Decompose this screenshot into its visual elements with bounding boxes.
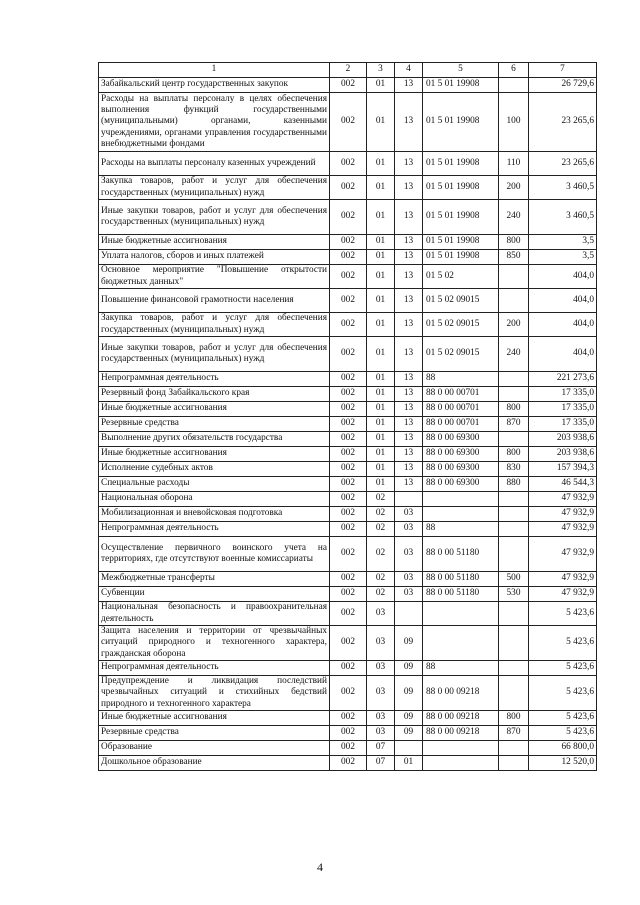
col-6-code [499,387,529,402]
row-name: Исполнение судебных актов [99,462,330,477]
amount: 47 932,9 [529,537,597,572]
col-4-code: 13 [395,152,423,176]
amount: 17 335,0 [529,387,597,402]
table-row [99,602,597,626]
col-2-code: 002 [330,250,367,265]
col-6-code [499,537,529,572]
col-3-code: 01 [367,313,395,337]
col-4-code [395,602,423,626]
col-5-code: 88 [423,372,499,387]
row-name: Субвенции [99,587,330,602]
amount: 66 800,0 [529,741,597,756]
amount: 46 544,3 [529,477,597,492]
col-3-code: 01 [367,152,395,176]
col-6-code: 240 [499,200,529,235]
col-2-code: 002 [330,265,367,289]
header-cell: 1 [99,63,330,78]
col-2-code: 002 [330,492,367,507]
col-3-code: 02 [367,587,395,602]
col-5-code: 88 0 00 09218 [423,676,499,711]
col-6-code: 800 [499,711,529,726]
amount: 203 938,6 [529,432,597,447]
row-name: Основное мероприятие "Повышение открытости бюджетных данных" [99,265,330,289]
row-name: Иные бюджетные ассигнования [99,235,330,250]
col-3-code: 01 [367,402,395,417]
col-4-code: 09 [395,676,423,711]
table-row [99,507,597,522]
col-4-code: 13 [395,289,423,313]
col-5-code: 01 5 01 19908 [423,93,499,152]
table-row [99,176,597,200]
col-3-code: 01 [367,417,395,432]
amount: 47 932,9 [529,587,597,602]
table-row [99,741,597,756]
col-2-code: 002 [330,93,367,152]
col-2-code: 002 [330,289,367,313]
col-4-code: 13 [395,93,423,152]
col-2-code: 002 [330,432,367,447]
col-6-code: 100 [499,93,529,152]
col-6-code [499,756,529,771]
amount: 17 335,0 [529,417,597,432]
amount: 3,5 [529,250,597,265]
budget-table [98,62,597,771]
amount: 5 423,6 [529,602,597,626]
col-6-code: 240 [499,337,529,372]
page-number: 4 [317,860,323,874]
row-name: Дошкольное образование [99,756,330,771]
table-row [99,572,597,587]
amount: 47 932,9 [529,522,597,537]
col-6-code [499,372,529,387]
col-5-code: 01 5 01 19908 [423,78,499,93]
col-5-code [423,602,499,626]
row-name: Закупка товаров, работ и услуг для обеспечения государственных (муниципальных) нужд [99,176,330,200]
amount: 404,0 [529,313,597,337]
table-body [99,78,597,771]
table-row [99,661,597,676]
row-name: Иные закупки товаров, работ и услуг для обеспечения государственных (муниципальных) нужд [99,200,330,235]
header-cell: 5 [423,63,499,78]
col-4-code: 01 [395,756,423,771]
col-3-code: 01 [367,235,395,250]
col-5-code: 88 0 00 09218 [423,726,499,741]
col-4-code: 13 [395,78,423,93]
col-5-code [423,507,499,522]
col-5-code: 01 5 02 [423,265,499,289]
table-row [99,462,597,477]
amount: 12 520,0 [529,756,597,771]
col-4-code: 03 [395,507,423,522]
header-cell: 4 [395,63,423,78]
col-6-code: 200 [499,176,529,200]
col-2-code: 002 [330,572,367,587]
col-6-code [499,522,529,537]
col-5-code [423,756,499,771]
row-name: Специальные расходы [99,477,330,492]
col-6-code: 800 [499,447,529,462]
row-name: Непрограммная деятельность [99,372,330,387]
col-6-code [499,492,529,507]
table-row [99,676,597,711]
col-2-code: 002 [330,200,367,235]
col-5-code: 88 0 00 69300 [423,432,499,447]
col-6-code [499,507,529,522]
col-5-code: 01 5 01 19908 [423,152,499,176]
col-6-code: 850 [499,250,529,265]
amount: 47 932,9 [529,507,597,522]
amount: 23 265,6 [529,93,597,152]
col-2-code: 002 [330,387,367,402]
table-row [99,289,597,313]
col-2-code: 002 [330,78,367,93]
col-3-code: 03 [367,626,395,661]
col-6-code [499,265,529,289]
amount: 47 932,9 [529,492,597,507]
table-row [99,432,597,447]
col-4-code [395,741,423,756]
col-6-code: 200 [499,313,529,337]
col-6-code [499,78,529,93]
col-4-code: 03 [395,522,423,537]
col-4-code: 13 [395,402,423,417]
col-3-code: 01 [367,176,395,200]
table-row [99,756,597,771]
amount: 5 423,6 [529,676,597,711]
col-3-code: 01 [367,387,395,402]
amount: 23 265,6 [529,152,597,176]
col-3-code: 01 [367,462,395,477]
col-2-code: 002 [330,661,367,676]
header-row [99,63,597,78]
amount: 26 729,6 [529,78,597,93]
col-3-code: 01 [367,337,395,372]
col-3-code: 01 [367,372,395,387]
col-3-code: 01 [367,265,395,289]
col-3-code: 01 [367,477,395,492]
row-name: Национальная оборона [99,492,330,507]
table-row [99,93,597,152]
col-5-code: 88 0 00 51180 [423,537,499,572]
amount: 5 423,6 [529,726,597,741]
col-6-code [499,676,529,711]
row-name: Расходы на выплаты персоналу казенных учреждений [99,152,330,176]
col-4-code: 13 [395,372,423,387]
col-2-code: 002 [330,756,367,771]
amount: 404,0 [529,289,597,313]
col-3-code: 03 [367,711,395,726]
amount: 5 423,6 [529,626,597,661]
table-row [99,537,597,572]
col-6-code [499,741,529,756]
col-2-code: 002 [330,477,367,492]
col-5-code: 01 5 02 09015 [423,313,499,337]
col-3-code: 07 [367,756,395,771]
row-name: Предупреждение и ликвидация последствий чрезвычайных ситуаций и стихийных бедствий природного и техногенного характера [99,676,330,711]
col-6-code: 880 [499,477,529,492]
col-4-code: 09 [395,661,423,676]
col-3-code: 01 [367,447,395,462]
col-2-code: 002 [330,741,367,756]
col-5-code: 88 [423,522,499,537]
col-2-code: 002 [330,587,367,602]
col-5-code: 88 0 00 69300 [423,462,499,477]
amount: 404,0 [529,337,597,372]
col-4-code: 13 [395,200,423,235]
row-name: Иные бюджетные ассигнования [99,711,330,726]
amount: 221 273,6 [529,372,597,387]
col-3-code: 01 [367,93,395,152]
amount: 203 938,6 [529,447,597,462]
table-row [99,522,597,537]
col-4-code: 13 [395,313,423,337]
col-5-code: 01 5 01 19908 [423,250,499,265]
col-5-code [423,741,499,756]
col-4-code: 13 [395,447,423,462]
header-cell: 2 [330,63,367,78]
col-2-code: 002 [330,507,367,522]
col-2-code: 002 [330,726,367,741]
col-5-code: 88 0 00 00701 [423,387,499,402]
col-2-code: 002 [330,337,367,372]
row-name: Уплата налогов, сборов и иных платежей [99,250,330,265]
table-row [99,417,597,432]
amount: 3 460,5 [529,200,597,235]
col-6-code: 830 [499,462,529,477]
row-name: Непрограммная деятельность [99,661,330,676]
col-5-code: 01 5 01 19908 [423,176,499,200]
col-5-code: 01 5 01 19908 [423,200,499,235]
col-4-code: 13 [395,235,423,250]
col-5-code: 01 5 01 19908 [423,235,499,250]
col-2-code: 002 [330,711,367,726]
col-3-code: 02 [367,572,395,587]
row-name: Осуществление первичного воинского учета на территориях, где отсутствуют военные комиссариаты [99,537,330,572]
col-2-code: 002 [330,676,367,711]
col-3-code: 01 [367,289,395,313]
table-row [99,152,597,176]
col-4-code: 09 [395,711,423,726]
header-cell: 3 [367,63,395,78]
table-row [99,447,597,462]
col-3-code: 07 [367,741,395,756]
col-3-code: 03 [367,676,395,711]
amount: 17 335,0 [529,402,597,417]
table-row [99,477,597,492]
col-4-code: 13 [395,477,423,492]
row-name: Выполнение других обязательств государства [99,432,330,447]
row-name: Иные бюджетные ассигнования [99,447,330,462]
col-6-code: 110 [499,152,529,176]
col-5-code: 88 0 00 09218 [423,711,499,726]
col-2-code: 002 [330,462,367,477]
col-4-code: 13 [395,176,423,200]
col-3-code: 02 [367,537,395,572]
col-4-code: 13 [395,417,423,432]
amount: 404,0 [529,265,597,289]
col-4-code: 09 [395,726,423,741]
col-6-code [499,626,529,661]
table-row [99,587,597,602]
col-5-code: 88 0 00 51180 [423,572,499,587]
table-row [99,265,597,289]
header-cell: 7 [529,63,597,78]
col-5-code: 01 5 02 09015 [423,337,499,372]
col-5-code: 88 0 00 00701 [423,402,499,417]
row-name: Повышение финансовой грамотности населения [99,289,330,313]
col-2-code: 002 [330,447,367,462]
col-3-code: 03 [367,726,395,741]
col-6-code: 800 [499,402,529,417]
col-5-code: 88 0 00 51180 [423,587,499,602]
table-row [99,78,597,93]
table-row [99,387,597,402]
col-5-code [423,492,499,507]
col-6-code: 870 [499,417,529,432]
col-6-code [499,661,529,676]
table-row [99,711,597,726]
col-2-code: 002 [330,152,367,176]
col-3-code: 01 [367,78,395,93]
row-name: Непрограммная деятельность [99,522,330,537]
row-name: Забайкальский центр государственных закупок [99,78,330,93]
col-3-code: 01 [367,432,395,447]
col-4-code: 13 [395,462,423,477]
col-3-code: 01 [367,250,395,265]
col-2-code: 002 [330,372,367,387]
table-row [99,372,597,387]
header-cell: 6 [499,63,529,78]
col-2-code: 002 [330,522,367,537]
col-2-code: 002 [330,235,367,250]
col-6-code [499,432,529,447]
table-row [99,402,597,417]
col-4-code: 13 [395,265,423,289]
row-name: Национальная безопасность и правоохранительная деятельность [99,602,330,626]
col-2-code: 002 [330,402,367,417]
col-6-code: 530 [499,587,529,602]
table-row [99,726,597,741]
row-name: Иные закупки товаров, работ и услуг для обеспечения государственных (муниципальных) нужд [99,337,330,372]
col-5-code: 88 0 00 00701 [423,417,499,432]
col-4-code: 03 [395,572,423,587]
amount: 47 932,9 [529,572,597,587]
col-5-code: 88 0 00 69300 [423,477,499,492]
col-4-code: 13 [395,250,423,265]
col-6-code: 870 [499,726,529,741]
col-5-code: 88 0 00 69300 [423,447,499,462]
table-row [99,235,597,250]
col-4-code: 13 [395,387,423,402]
col-4-code: 13 [395,337,423,372]
col-2-code: 002 [330,313,367,337]
col-4-code: 03 [395,537,423,572]
col-3-code: 02 [367,492,395,507]
col-3-code: 02 [367,522,395,537]
row-name: Закупка товаров, работ и услуг для обеспечения государственных (муниципальных) нужд [99,313,330,337]
row-name: Резервный фонд Забайкальского края [99,387,330,402]
row-name: Резервные средства [99,417,330,432]
table-row [99,337,597,372]
col-4-code: 13 [395,432,423,447]
row-name: Резервные средства [99,726,330,741]
col-6-code [499,289,529,313]
col-2-code: 002 [330,602,367,626]
amount: 5 423,6 [529,661,597,676]
col-3-code: 03 [367,602,395,626]
col-2-code: 002 [330,176,367,200]
col-2-code: 002 [330,537,367,572]
col-5-code [423,626,499,661]
table-row [99,626,597,661]
row-name: Расходы на выплаты персоналу в целях обеспечения выполнения функций государственными (муниципальными) органами, казенными учреждениями, органами управления государственными внебюджетными фондами [99,93,330,152]
table-row [99,492,597,507]
table-row [99,313,597,337]
amount: 3,5 [529,235,597,250]
amount: 5 423,6 [529,711,597,726]
col-6-code: 800 [499,235,529,250]
col-5-code: 01 5 02 09015 [423,289,499,313]
col-3-code: 03 [367,661,395,676]
col-4-code: 03 [395,587,423,602]
col-3-code: 02 [367,507,395,522]
col-2-code: 002 [330,626,367,661]
row-name: Мобилизационная и вневойсковая подготовка [99,507,330,522]
col-6-code [499,602,529,626]
row-name: Образование [99,741,330,756]
col-2-code: 002 [330,417,367,432]
row-name: Защита населения и территории от чрезвычайных ситуаций природного и техногенного характера, гражданская оборона [99,626,330,661]
row-name: Межбюджетные трансферты [99,572,330,587]
col-6-code: 500 [499,572,529,587]
amount: 3 460,5 [529,176,597,200]
col-5-code: 88 [423,661,499,676]
table-row [99,250,597,265]
row-name: Иные бюджетные ассигнования [99,402,330,417]
col-3-code: 01 [367,200,395,235]
col-4-code [395,492,423,507]
amount: 157 394,3 [529,462,597,477]
col-4-code: 09 [395,626,423,661]
table-row [99,200,597,235]
